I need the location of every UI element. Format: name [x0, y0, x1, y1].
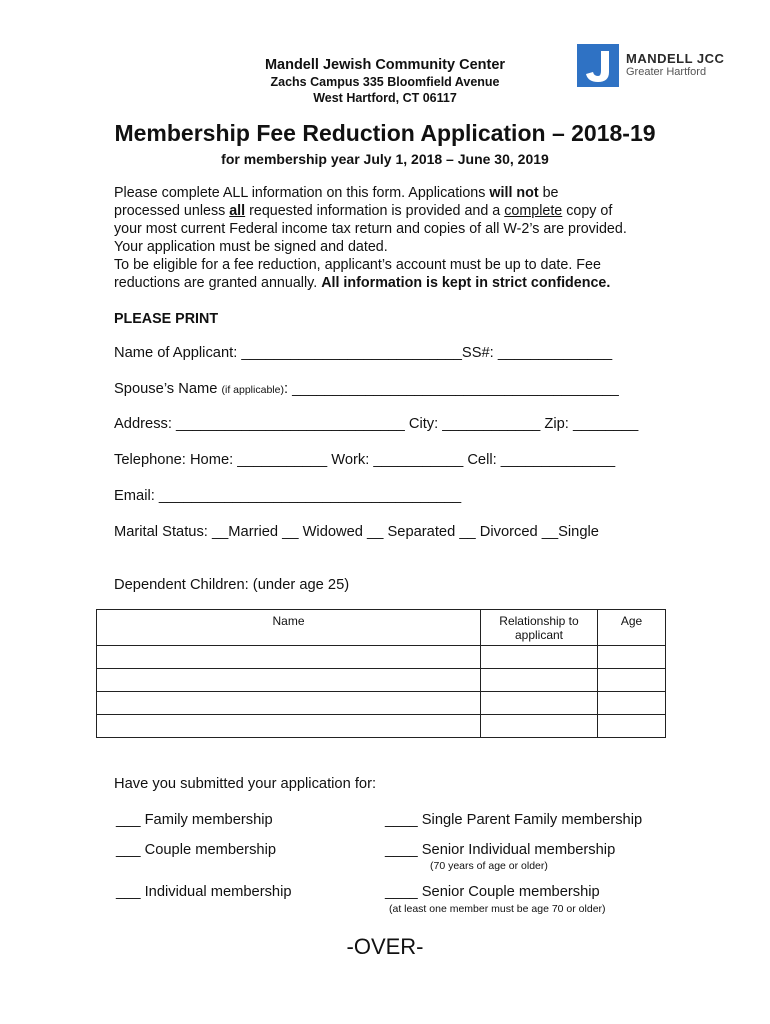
table-row	[97, 646, 666, 669]
email-field[interactable]: Email: _____________________________________	[114, 488, 462, 504]
couple-membership-option[interactable]: ___ Couple membership	[116, 842, 277, 858]
child-name-cell[interactable]	[97, 715, 481, 738]
child-relationship-cell[interactable]	[481, 669, 598, 692]
child-name-cell[interactable]	[97, 669, 481, 692]
instructions-line-1: Please complete ALL information on this form. Applications will not be	[114, 185, 559, 201]
address-city-zip-field[interactable]: Address: ____________________________ City: ____________ Zip: ________	[114, 416, 639, 432]
dependent-children-label: Dependent Children: (under age 25)	[114, 577, 350, 593]
instructions-line-4: Your application must be signed and dated.	[114, 239, 388, 255]
child-relationship-cell[interactable]	[481, 692, 598, 715]
column-header-relationship: Relationship to applicant	[481, 610, 598, 646]
jcc-logo-mark	[577, 44, 619, 87]
instructions-line-2: processed unless all requested information is provided and a complete copy of	[114, 203, 613, 219]
table-row	[97, 669, 666, 692]
table-row	[97, 715, 666, 738]
dependent-children-table	[96, 609, 666, 738]
single-parent-membership-option[interactable]: ____ Single Parent Family membership	[385, 812, 643, 828]
page-subtitle: for membership year July 1, 2018 – June 30, 2019	[221, 151, 549, 167]
telephone-field[interactable]: Telephone: Home: ___________ Work: ___________ Cell: ______________	[114, 452, 616, 468]
marital-status-options[interactable]: Marital Status: __Married __ Widowed __ Separated __ Divorced __Single	[114, 524, 599, 540]
org-name: Mandell Jewish Community Center	[264, 57, 506, 73]
table-row	[97, 692, 666, 715]
membership-question: Have you submitted your application for:	[114, 776, 377, 792]
logo-wordmark: MANDELL JCC	[626, 51, 725, 66]
instructions-line-3: your most current Federal income tax return and copies of all W-2’s are provided.	[114, 221, 627, 237]
column-header-name: Name	[97, 610, 481, 646]
child-age-cell[interactable]	[598, 692, 666, 715]
instructions-line-5: To be eligible for a fee reduction, applicant’s account must be up to date. Fee	[114, 257, 601, 273]
senior-individual-note: (70 years of age or older)	[430, 860, 548, 872]
over-indicator: -OVER-	[346, 934, 424, 959]
individual-membership-option[interactable]: ___ Individual membership	[116, 884, 292, 900]
child-age-cell[interactable]	[598, 646, 666, 669]
please-print-heading: PLEASE PRINT	[114, 311, 219, 327]
child-relationship-cell[interactable]	[481, 646, 598, 669]
family-membership-option[interactable]: ___ Family membership	[116, 812, 273, 828]
child-name-cell[interactable]	[97, 692, 481, 715]
child-age-cell[interactable]	[598, 669, 666, 692]
instructions-line-6: reductions are granted annually. All information is kept in strict confidence.	[114, 275, 611, 291]
senior-couple-membership-option[interactable]: ____ Senior Couple membership	[385, 884, 600, 900]
senior-individual-membership-option[interactable]: ____ Senior Individual membership	[385, 842, 616, 858]
spouse-name-field[interactable]: Spouse’s Name (if applicable): ________________________________________	[114, 381, 619, 397]
child-relationship-cell[interactable]	[481, 715, 598, 738]
page-title: Membership Fee Reduction Application – 2018-19	[114, 120, 656, 146]
logo-subtitle: Greater Hartford	[626, 66, 707, 78]
column-header-age: Age	[598, 610, 666, 646]
j-logo-icon	[577, 44, 619, 87]
campus-address: Zachs Campus 335 Bloomfield Avenue	[270, 75, 500, 89]
senior-couple-note: (at least one member must be age 70 or older)	[389, 903, 606, 915]
city-address: West Hartford, CT 06117	[313, 91, 457, 105]
child-age-cell[interactable]	[598, 715, 666, 738]
applicant-name-ss-field[interactable]: Name of Applicant: ___________________________SS#: ______________	[114, 345, 613, 361]
table-header-row	[97, 610, 666, 646]
child-name-cell[interactable]	[97, 646, 481, 669]
